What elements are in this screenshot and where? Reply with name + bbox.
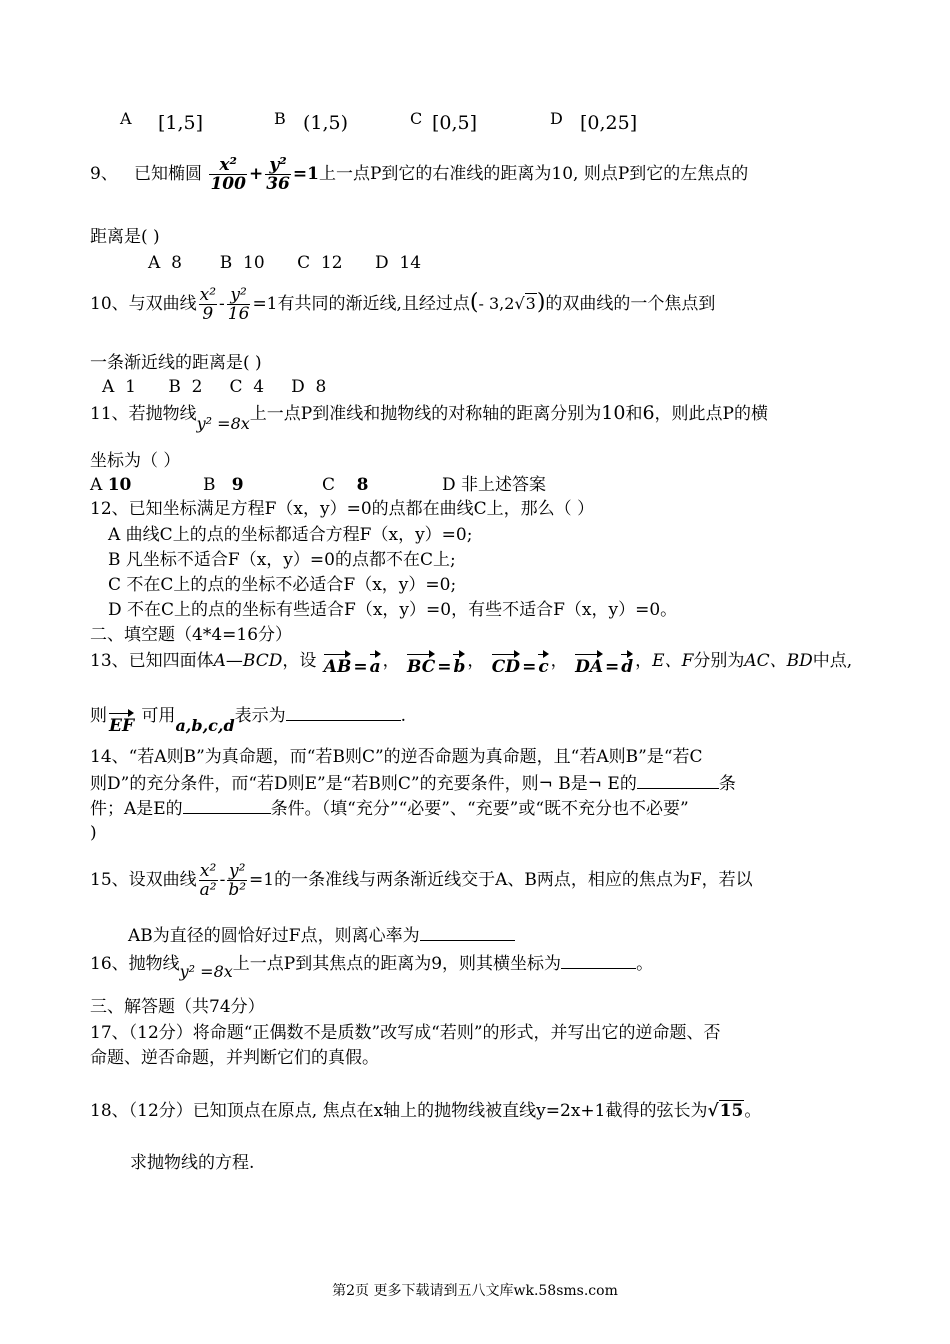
q13-vec-cd: CD = c xyxy=(491,657,549,677)
q10-minus: - xyxy=(219,294,225,314)
q10-line2: 一条渐近线的距离是( ) xyxy=(90,353,262,373)
q14-answer-blank-1 xyxy=(637,772,719,789)
q14-line2: 则D”的充分条件，而“若D则E”是“若B则C”的充要条件，则¬ B是¬ E的 条 xyxy=(90,774,736,794)
q16-pre: 16、抛物线 xyxy=(90,954,180,974)
q11-option-a-value: 10 xyxy=(107,475,132,495)
q14-line1: 14、“若A则B”为真命题，而“若B则C”的逆否命题为真命题，且“若A则B”是“若C xyxy=(90,747,703,767)
q10-mid: 有共同的渐近线,且经过点 xyxy=(277,294,470,314)
q10-pre: 10、与双曲线 xyxy=(90,294,197,314)
q12-option-b: B 凡坐标不适合F（x，y）=0的点都不在C上; xyxy=(108,550,456,570)
q13-pre: 13、已知四面体 xyxy=(90,651,214,671)
q8-option-d-label: D xyxy=(550,109,563,128)
q17-line2: 命题、逆否命题，并判断它们的真假。 xyxy=(90,1048,379,1068)
q13-line1: 13、已知四面体A—BCD，设 AB = a ， BC = b ， CD = c ， DA = d ，E、F分别为AC、BD中点, xyxy=(90,651,853,677)
q10-point-sqrt: √3 xyxy=(514,294,536,313)
q13-set: ，设 xyxy=(282,651,317,671)
q10-point-coords: - 3,2 xyxy=(478,294,515,313)
q15-post: 的一条准线与两条渐近线交于A、B两点，相应的焦点为F，若以 xyxy=(274,870,753,890)
q8-option-d-value: [0,25] xyxy=(580,112,638,134)
section-2-heading: 二、填空题（4*4=16分） xyxy=(90,625,293,645)
q12-option-c: C 不在C上的点的坐标不必适合F（x，y）=0; xyxy=(108,575,457,595)
q10-options: A 1 B 2 C 4 D 8 xyxy=(102,377,327,397)
q11-option-c: C 8 xyxy=(322,475,369,495)
q11-n2: 6 xyxy=(642,402,655,424)
q15-pre: 15、设双曲线 xyxy=(90,870,197,890)
q15-answer-blank xyxy=(420,924,515,941)
q13-line2: 则 EF 可用a,b,c,d表示为 . xyxy=(90,706,407,736)
q10-post: 的双曲线的一个焦点到 xyxy=(545,294,716,314)
q13-points: E、F xyxy=(652,651,694,671)
q11-line2: 坐标为（ ） xyxy=(90,451,181,471)
q11-option-a: A 10 xyxy=(90,475,132,495)
q9-eq: =1 xyxy=(292,164,319,184)
q9-post: 上一点P到它的右准线的距离为10, 则点P到它的左焦点的 xyxy=(318,164,749,184)
q11-mid: 上一点P到准线和抛物线的对称轴的距离分别为 xyxy=(249,404,602,424)
q10-fraction-y: $\frac{\text{y²}}{16}$ xyxy=(227,285,250,324)
q15-line2: AB为直径的圆恰好过F点，则离心率为 xyxy=(128,924,515,947)
q11-post: ，则此点P的横 xyxy=(654,404,768,424)
q9-plus: + xyxy=(248,164,264,184)
q14-answer-blank-2 xyxy=(183,797,271,814)
q18-sqrt: √15 xyxy=(707,1101,744,1121)
q13-vectors-abcd: a,b,c,d xyxy=(175,716,235,735)
q9-number: 9、 xyxy=(90,164,118,184)
q8-option-a-value: [1,5] xyxy=(158,112,204,134)
q10-fraction-x: $\frac{\text{x²}}{9}$ xyxy=(199,285,217,324)
q11-line1 xyxy=(90,402,768,433)
q12-option-d: D 不在C上的点的坐标有些适合F（x，y）=0，有些不适合F（x，y）=0。 xyxy=(108,600,678,620)
q16-answer-blank xyxy=(561,952,636,969)
q16-post: 上一点P到其焦点的距离为9，则其横坐标为 xyxy=(232,954,562,974)
q13-answer-blank xyxy=(286,704,401,721)
q11-option-d: D 非上述答案 xyxy=(442,475,547,495)
q11-option-c-value: 8 xyxy=(356,475,369,495)
q10-point: ( xyxy=(469,290,479,315)
q17-line1: 17、（12分）将命题“正偶数不是质数”改写成“若则”的形式，并写出它的逆命题、否 xyxy=(90,1023,721,1043)
q13-segments: AC、BD xyxy=(744,651,813,671)
q9-fraction-y: $\frac{\text{y²}}{36}$ xyxy=(266,155,290,194)
q10-eq: =1 xyxy=(252,294,278,314)
q9-pre: 已知椭圆 xyxy=(134,164,203,184)
q8-option-c-value: [0,5] xyxy=(432,112,478,134)
q11-option-b: B 9 xyxy=(203,475,244,495)
q13-vec-ab: AB = a xyxy=(323,657,381,677)
q13-solid: A—BCD xyxy=(213,651,283,671)
q16-line1: 16、抛物线y² =8x上一点P到其焦点的距离为9，则其横坐标为 。 xyxy=(90,954,654,981)
q16-equation: y² =8x xyxy=(179,962,233,981)
q8-option-b-label: B xyxy=(274,109,286,128)
q15-fraction-x: $\frac{\text{x²}}{\text{a²}}$ xyxy=(199,861,217,900)
q9-fraction-x: $\frac{\text{x²}}{100}$ xyxy=(210,155,246,194)
q8-option-a-label: A xyxy=(120,109,132,128)
q13-vec-bc: BC = b xyxy=(407,657,466,677)
q11-n1: 10 xyxy=(601,402,626,424)
q13-vec-da: DA = d xyxy=(575,657,634,677)
q8-option-c-label: C xyxy=(410,109,423,128)
q12-stem: 12、已知坐标满足方程F（x，y）=0的点都在曲线C上，那么（ ） xyxy=(90,499,595,519)
q12-option-a: A 曲线C上的点的坐标都适合方程F（x，y）=0; xyxy=(108,525,473,545)
q8-options xyxy=(120,108,132,130)
q14-line3: 件；A是E的 条件。（填“充分”“必要”、“充要”或“既不充分也不必要” xyxy=(90,799,689,819)
q11-pre: 11、若抛物线 xyxy=(90,404,197,424)
q9-line2: 距离是( ) xyxy=(90,227,160,247)
q15-fraction-y: $\frac{\text{y²}}{\text{b²}}$ xyxy=(228,861,247,900)
q10-line1: 10、与双曲线 $\frac{\text{x²}}{9}$ - $\frac{\text{y²}}{16}$ =1有共同的渐近线,且经过点(- 3,2√3)的双曲线的一个焦点到 xyxy=(90,285,716,324)
q9-line1 xyxy=(90,156,748,193)
q8-option-b-value: (1,5) xyxy=(303,112,349,134)
q18-line2: 求抛物线的方程. xyxy=(130,1153,255,1173)
q14-line4: ) xyxy=(90,823,97,843)
page-footer: 第2页 更多下载请到五八文库wk.58sms.com xyxy=(332,1283,618,1299)
q11-option-b-value: 9 xyxy=(231,475,244,495)
q13-vec-ef: EF xyxy=(109,716,135,736)
q18-line1: 18、（12分）已知顶点在原点, 焦点在x轴上的抛物线被直线y=2x+1截得的弦长为√15。 xyxy=(90,1101,762,1121)
q9-options: A 8 B 10 C 12 D 14 xyxy=(148,253,422,273)
q15-line1: 15、设双曲线 $\frac{\text{x²}}{\text{a²}}$ - $\frac{\text{y²}}{\text{b²}}$ =1的一条准线与两条渐近线交于A、B两点，相应的焦点为F，若以 xyxy=(90,861,753,900)
q11-equation: y² =8x xyxy=(196,414,250,433)
section-3-heading: 三、解答题（共74分） xyxy=(90,997,265,1017)
q11-and: 和 xyxy=(625,404,643,424)
